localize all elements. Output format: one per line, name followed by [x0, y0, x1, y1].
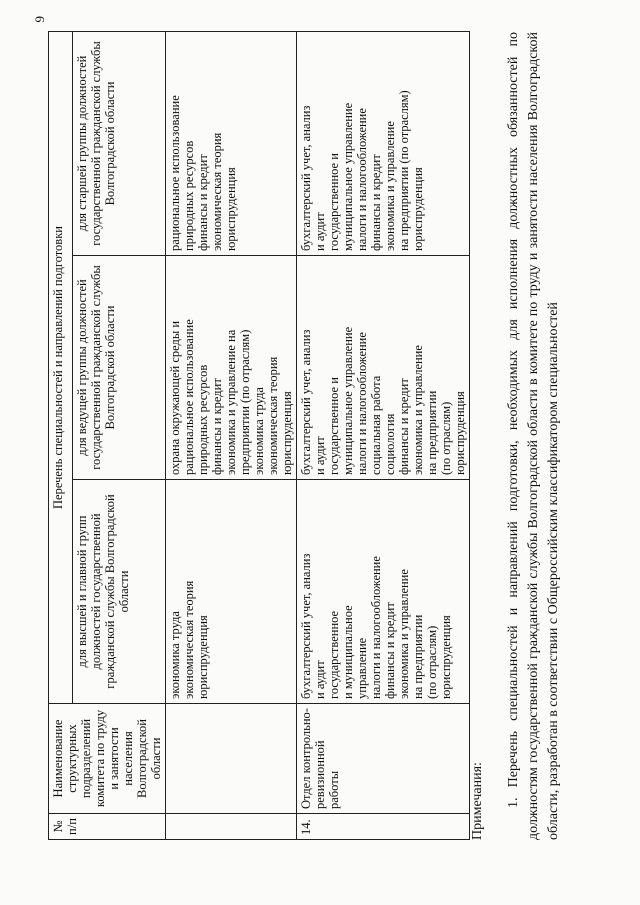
list-item: управление: [355, 637, 369, 699]
list-item: и аудит: [313, 212, 327, 251]
list-item: охрана окружающей среды и: [168, 320, 182, 475]
list-item: муниципальное управление: [341, 326, 355, 475]
header-col-a: для высшей и главной групп должностей государственной гражданской службы Волгоградской области: [73, 480, 166, 704]
list-item: рациональное использование: [182, 319, 196, 475]
list-item: финансы и кредит: [397, 378, 411, 475]
list-item: бухгалтерский учет, анализ: [299, 553, 313, 699]
list-item: и аудит: [313, 660, 327, 699]
table-row: [166, 31, 297, 839]
list-item: бухгалтерский учет, анализ: [299, 105, 313, 251]
list-item: рациональное использование: [168, 95, 182, 251]
notes-section: [468, 32, 564, 840]
table-row: [297, 31, 470, 839]
list-item: и аудит: [313, 436, 327, 475]
list-item: юриспруденция: [224, 167, 238, 251]
list-item: экономическая теория: [210, 132, 224, 251]
list-item: на предприятии: [411, 614, 425, 699]
list-item: природных ресурсов: [182, 140, 196, 251]
row1-col-a: [166, 480, 297, 704]
header-span: Перечень специальностей и направлений подготовки: [49, 31, 73, 703]
list-item: природных ресурсов: [196, 364, 210, 475]
list-item: финансы и кредит: [196, 154, 210, 251]
list-item: и муниципальное: [341, 605, 355, 699]
header-col-b: для ведущей группы должностей государственной гражданской службы Волгоградской области: [73, 256, 166, 480]
list-item: государственное и: [327, 377, 341, 475]
list-item: налоги и налогообложение: [369, 556, 383, 699]
row2-col-a: [297, 480, 470, 704]
header-name: Наименование структурных подразделений комитета по труду и занятости населения Волгоградской области: [49, 704, 166, 814]
row2-name: Отдел контрольно-ревизионной работы: [297, 704, 470, 814]
header-num: № п/п: [49, 814, 166, 840]
row1-col-b: [166, 256, 297, 480]
row2-col-b: [297, 256, 470, 480]
row2-num: 14.: [297, 814, 470, 840]
list-item: юриспруденция: [439, 615, 453, 699]
list-item: социальная работа: [369, 375, 383, 475]
row1-name: [166, 704, 297, 814]
list-item: налоги и налогообложение: [355, 332, 369, 475]
row1-num: [166, 814, 297, 840]
rotated-content: [28, 10, 608, 880]
notes-paragraph-1: 1. Перечень специальностей и направлений подготовки, необходимых для исполнения должностных обязанностей по должностям государственной гражданской службы Волгоградской области в комитете по труду и занятости населения Волгоградской области, разработан в соответствии с Общероссийским классификатором специальностей: [506, 32, 561, 840]
list-item: предприятии (по отраслям): [238, 329, 252, 475]
list-item: юриспруденция: [196, 615, 210, 699]
list-item: финансы и кредит: [383, 602, 397, 699]
page-number: 9: [32, 16, 47, 23]
specialties-table: [48, 31, 470, 840]
list-item: юриспруденция: [411, 167, 425, 251]
list-item: социология: [383, 413, 397, 475]
list-item: юриспруденция: [280, 391, 294, 475]
list-item: налоги и налогообложение: [355, 108, 369, 251]
list-item: финансы и кредит: [210, 378, 224, 475]
list-item: муниципальное управление: [341, 102, 355, 251]
list-item: государственное и: [327, 153, 341, 251]
list-item: бухгалтерский учет, анализ: [299, 329, 313, 475]
list-item: финансы и кредит: [369, 154, 383, 251]
list-item: экономическая теория: [182, 580, 196, 699]
list-item: экономика и управление: [397, 569, 411, 699]
row2-col-c: [297, 31, 470, 255]
list-item: экономика труда: [168, 611, 182, 699]
header-col-c: для старшей группы должностей государственной гражданской службы Волгоградской области: [73, 31, 166, 255]
list-item: государственное: [327, 610, 341, 699]
list-item: экономика и управление: [383, 121, 397, 251]
list-item: (по отраслям): [439, 401, 453, 475]
list-item: экономика и управление: [411, 345, 425, 475]
list-item: юриспруденция: [453, 391, 467, 475]
notes-title: Примечания:: [470, 762, 485, 840]
list-item: экономика и управление на: [224, 329, 238, 475]
row1-col-c: [166, 31, 297, 255]
list-item: на предприятии: [425, 390, 439, 475]
list-item: (по отраслям): [425, 625, 439, 699]
list-item: экономика труда: [252, 387, 266, 475]
list-item: экономическая теория: [266, 356, 280, 475]
list-item: на предприятии (по отраслям): [397, 90, 411, 251]
